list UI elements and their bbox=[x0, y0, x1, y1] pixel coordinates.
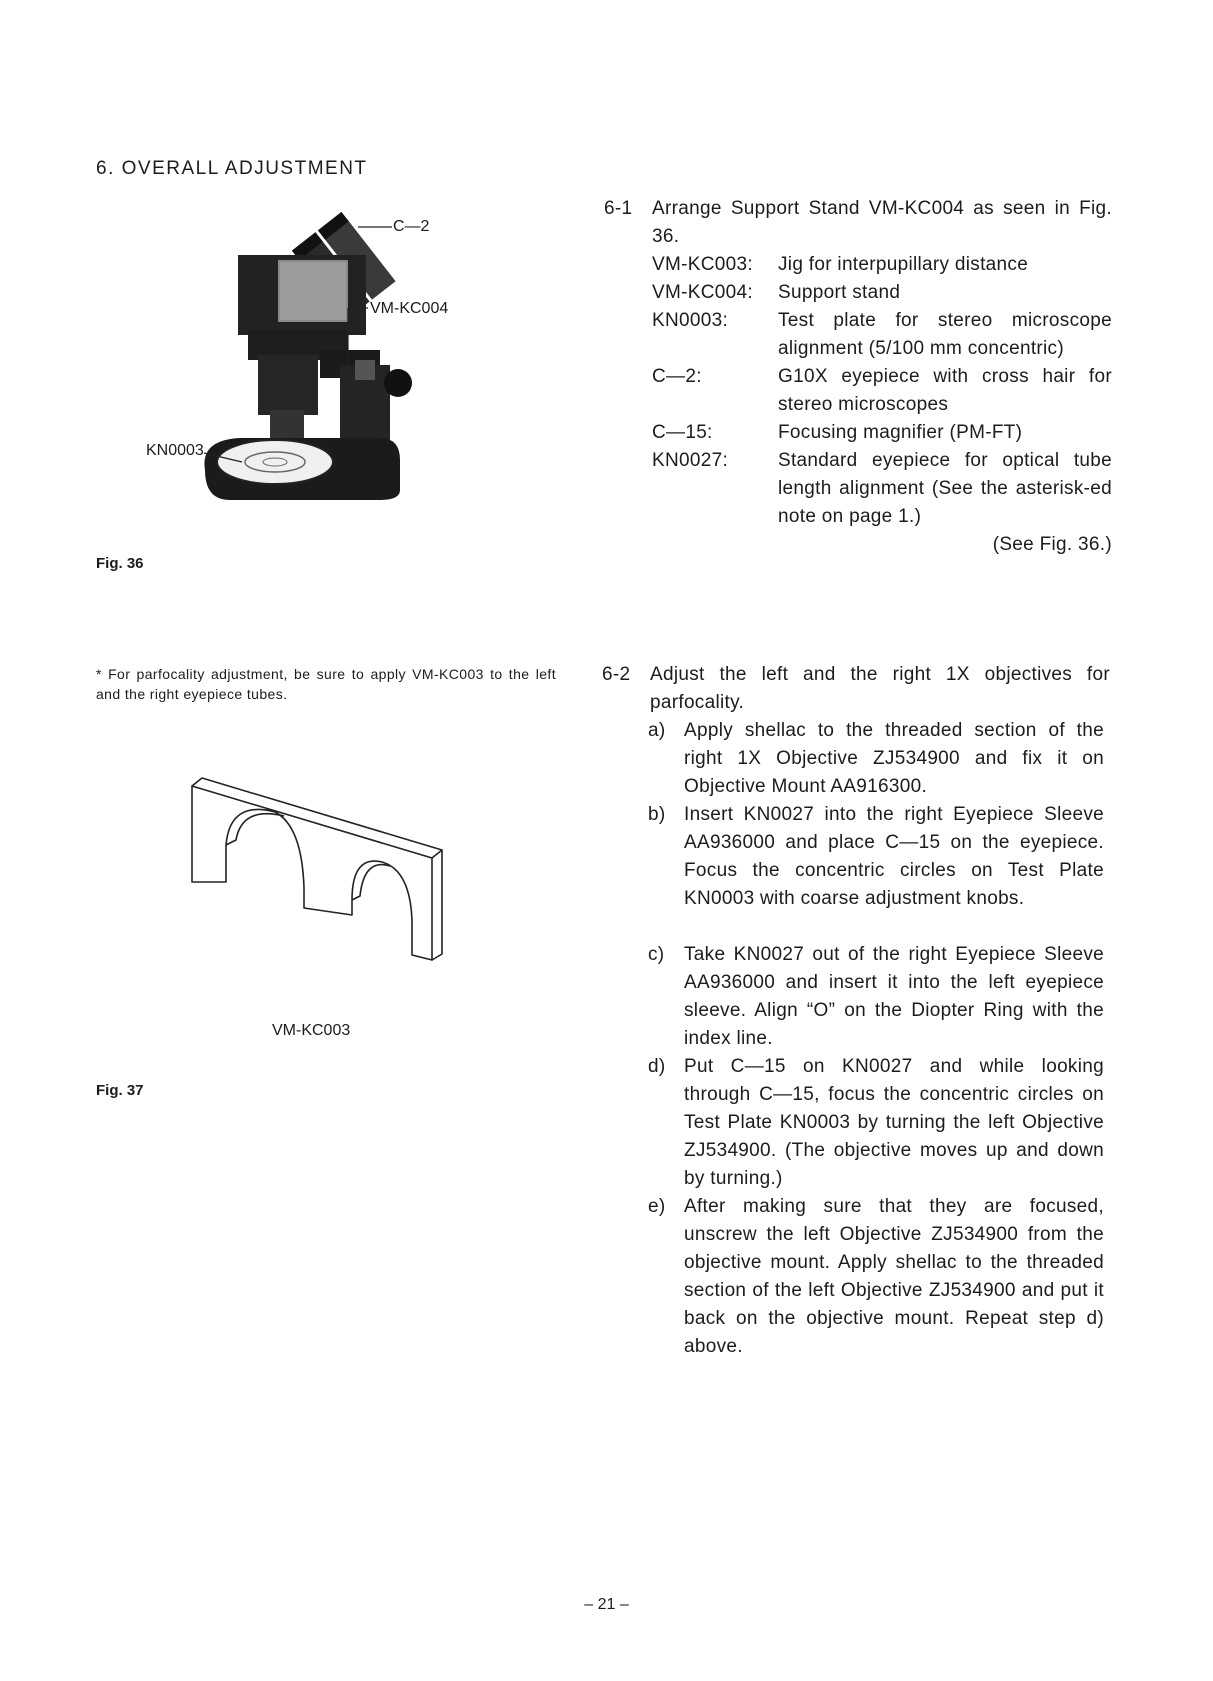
substep bbox=[648, 941, 1110, 1053]
item-code: KN0027: bbox=[652, 450, 729, 471]
callout-kn0003: KN0003 bbox=[146, 442, 204, 459]
substep-text: Take KN0027 out of the right Eyepiece Sleeve AA936000 and insert it into the left eyepiece sleeve. Align “O” on the Diopter Ring with the index line. bbox=[684, 944, 1104, 1049]
step-6-2-number: 6-2 bbox=[602, 664, 631, 685]
step-6-1-number: 6-1 bbox=[604, 198, 633, 219]
item-code: C—2: bbox=[652, 366, 702, 387]
figure-36-microscope-illustration bbox=[130, 200, 480, 540]
substep-text: After making sure that they are focused, unscrew the left Objective ZJ534900 from the objective mount. Apply shellac to the threaded section of the left Objective ZJ534900 and put it back on the objective mount. Repeat step d) above. bbox=[684, 1196, 1104, 1357]
substep-text: Put C—15 on KN0027 and while looking through C—15, focus the concentric circles on Test Plate KN0003 by turning the left Objective ZJ534900. (The objective moves up and down by turning.) bbox=[684, 1056, 1104, 1189]
fig-36-label: Fig. 36 bbox=[96, 555, 144, 572]
item-desc: Test plate for stereo microscope alignment (5/100 mm concentric) bbox=[778, 310, 1112, 359]
substep bbox=[648, 1193, 1110, 1361]
substep bbox=[648, 1053, 1110, 1193]
substep-text: Apply shellac to the threaded section of the right 1X Objective ZJ534900 and fix it on Objective Mount AA916300. bbox=[684, 720, 1104, 797]
page-number: – 21 – bbox=[584, 1596, 629, 1613]
step-6-2-intro: Adjust the left and the right 1X objectives for parfocality. bbox=[650, 664, 1110, 713]
item-code: VM-KC004: bbox=[652, 282, 753, 303]
substep-letter: b) bbox=[648, 804, 666, 825]
footnote: * For parfocality adjustment, be sure to apply VM-KC003 to the left and the right eyepiece tubes. bbox=[96, 666, 556, 702]
fig-37-label: Fig. 37 bbox=[96, 1082, 144, 1099]
item-code: KN0003: bbox=[652, 310, 729, 331]
item-desc: Jig for interpupillary distance bbox=[778, 254, 1029, 275]
fig-37-caption: VM-KC003 bbox=[272, 1022, 351, 1039]
substep bbox=[648, 717, 1110, 801]
step-6-1-intro: Arrange Support Stand VM-KC004 as seen in Fig. 36. bbox=[652, 198, 1112, 247]
substep-text: Insert KN0027 into the right Eyepiece Sleeve AA936000 and place C—15 on the eyepiece. Focus the concentric circles on Test Plate KN0003 with coarse adjustment knobs. bbox=[684, 804, 1104, 909]
item-code: VM-KC003: bbox=[652, 254, 753, 275]
section-heading: 6. OVERALL ADJUSTMENT bbox=[96, 158, 368, 179]
item-desc: Focusing magnifier (PM-FT) bbox=[778, 422, 1023, 443]
substep-letter: d) bbox=[648, 1056, 666, 1077]
item-desc: Support stand bbox=[778, 282, 901, 303]
callout-c2: C—2 bbox=[393, 218, 430, 235]
see-fig-36: (See Fig. 36.) bbox=[992, 534, 1112, 555]
substep bbox=[648, 801, 1110, 941]
substep-letter: e) bbox=[648, 1196, 666, 1217]
callout-vm-kc004: VM-KC004 bbox=[370, 300, 449, 317]
item-desc: Standard eyepiece for optical tube length alignment (See the asterisk-ed note on page 1.) bbox=[778, 450, 1112, 527]
substep-letter: a) bbox=[648, 720, 666, 741]
figure-37-jig-drawing bbox=[180, 770, 480, 980]
item-code: C—15: bbox=[652, 422, 713, 443]
item-desc: G10X eyepiece with cross hair for stereo microscopes bbox=[778, 366, 1112, 415]
substep-letter: c) bbox=[648, 944, 665, 965]
